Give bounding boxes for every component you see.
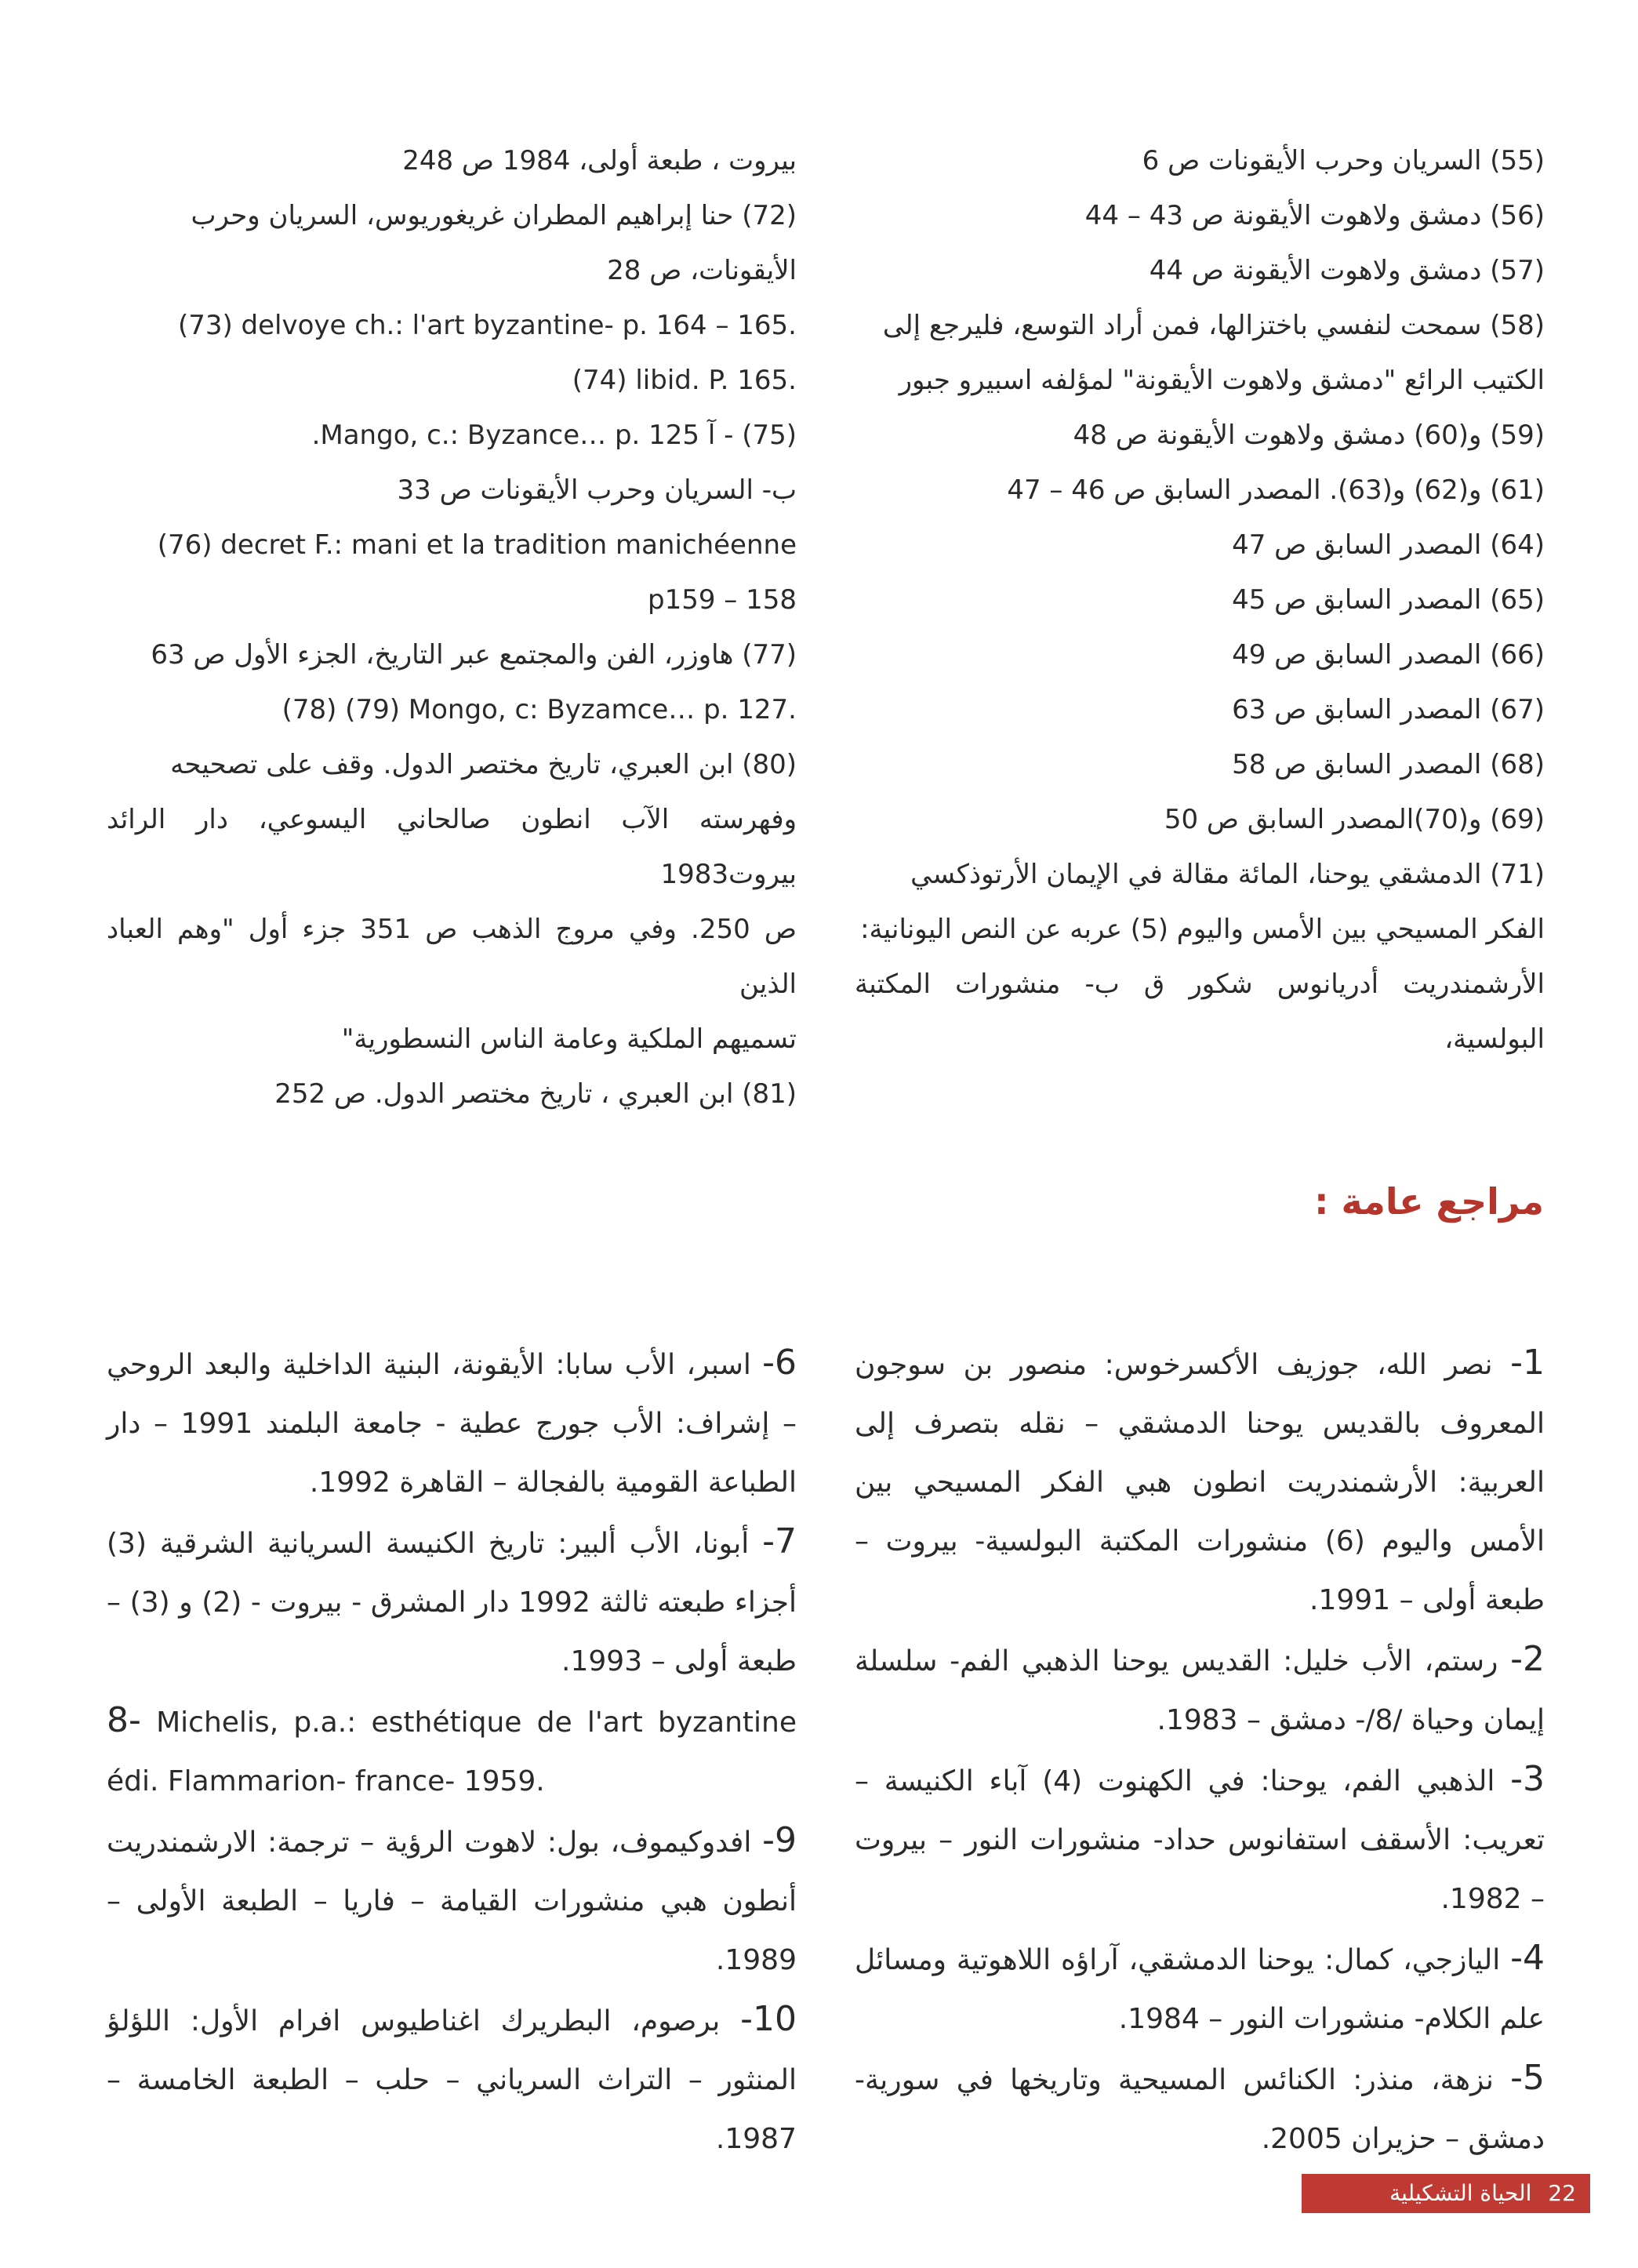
reference-number: 1- bbox=[1510, 1343, 1545, 1383]
reference-text: Michelis, p.a.: esthétique de l'art byzantine édi. Flammarion- france- 1959. bbox=[107, 1706, 797, 1797]
footnote-line: الأيقونات، ص 28 bbox=[607, 255, 797, 286]
footnote-line: (57) دمشق ولاهوت الأيقونة ص 44 bbox=[1149, 255, 1545, 286]
reference-entry bbox=[855, 1630, 1545, 1750]
reference-number: 9- bbox=[762, 1820, 797, 1860]
reference-text: اليازجي، كمال: يوحنا الدمشقي، آراؤه اللاهوتية ومسائل علم الكلام- منشورات النور – 1984. bbox=[855, 1944, 1545, 2035]
page-number: 22 bbox=[1548, 2180, 1576, 2206]
page-footer bbox=[1302, 2174, 1590, 2213]
references-column-right bbox=[855, 1333, 1545, 2168]
reference-entry bbox=[107, 1990, 797, 2168]
general-references-heading: مراجع عامة : bbox=[1314, 1180, 1544, 1223]
footnote-line: (72) حنا إبراهيم المطران غريغوريوس، السريان وحرب bbox=[191, 200, 797, 231]
footnote-line: (75) - آ Mango, c.: Byzance… p. 125. bbox=[311, 420, 797, 451]
reference-entry bbox=[855, 1333, 1545, 1630]
footnote-line: (56) دمشق ولاهوت الأيقونة ص 43 – 44 bbox=[1084, 200, 1545, 231]
footnote-line: p159 – 158 bbox=[648, 584, 797, 616]
footnote-line: (65) المصدر السابق ص 45 bbox=[1232, 584, 1545, 616]
reference-text: رستم، الأب خليل: القديس يوحنا الذهبي الفم- سلسلة إيمان وحياة /8/- دمشق – 1983. bbox=[855, 1645, 1545, 1736]
footnote-line: (68) المصدر السابق ص 58 bbox=[1232, 749, 1545, 780]
reference-text: برصوم، البطريرك اغناطيوس افرام الأول: اللؤلؤ المنثور – التراث السرياني – حلب – الطبعة الخامسة – 1987. bbox=[107, 2005, 797, 2155]
reference-number: 3- bbox=[1510, 1759, 1545, 1799]
footnote-line: (71) الدمشقي يوحنا، المائة مقالة في الإيمان الأرتوذكسي bbox=[910, 859, 1545, 890]
footnote-line: (58) سمحت لنفسي باختزالها، فمن أراد التوسع، فليرجع إلى bbox=[882, 310, 1545, 341]
reference-text: الذهبي الفم، يوحنا: في الكهنوت (4) آباء الكنيسة – تعريب: الأسقف استفانوس حداد- منشورات النور – بيروت – 1982. bbox=[855, 1765, 1545, 1915]
footnotes-column-right bbox=[855, 133, 1545, 1067]
reference-text: نزهة، منذر: الكنائس المسيحية وتاريخها في سورية- دمشق – حزيران 2005. bbox=[855, 2064, 1545, 2155]
footnote-line: (69) و(70)المصدر السابق ص 50 bbox=[1164, 804, 1545, 835]
reference-entry bbox=[855, 1750, 1545, 1928]
reference-entry bbox=[855, 2048, 1545, 2168]
reference-number: 10- bbox=[740, 1999, 797, 2039]
reference-number: 8- bbox=[107, 1700, 141, 1740]
reference-entry bbox=[107, 1333, 797, 1512]
footnote-line: (67) المصدر السابق ص 63 bbox=[1232, 694, 1545, 725]
footnote-line: (73) delvoye ch.: l'art byzantine- p. 164 – 165. bbox=[177, 310, 797, 341]
footnote-line: ص 250. وفي مروج الذهب ص 351 جزء أول "وهم العباد الذين bbox=[107, 914, 797, 1000]
reference-text: اسبر، الأب سابا: الأيقونة، البنية الداخلية والبعد الروحي – إشراف: الأب جورج عطية - جامعة البلمند 1991 – دار الطباعة القومية بالفجالة – القاهرة 1992. bbox=[107, 1349, 797, 1499]
footnote-line: (61) و(62) و(63). المصدر السابق ص 46 – 47 bbox=[1007, 474, 1545, 506]
footnote-line: وفهرسته الآب انطون صالحاني اليسوعي، دار الرائد بيروت1983 bbox=[107, 804, 797, 890]
magazine-title: الحياة التشكيلية bbox=[1389, 2180, 1532, 2206]
footnotes-column-left bbox=[107, 133, 797, 1121]
footnote-line: (64) المصدر السابق ص 47 bbox=[1232, 529, 1545, 561]
footnote-line: الأرشمندريت أدريانوس شكور ق ب- منشورات المكتبة البولسية، bbox=[855, 969, 1545, 1055]
reference-entry bbox=[107, 1811, 797, 1990]
reference-number: 6- bbox=[762, 1343, 797, 1383]
reference-number: 5- bbox=[1510, 2058, 1545, 2098]
reference-entry bbox=[107, 1691, 797, 1811]
reference-text: نصر الله، جوزيف الأكسرخوس: منصور بن سوجون المعروف بالقديس يوحنا الدمشقي – نقله بتصرف إلى العربية: الأرشمندريت انطون هبي الفكر المسيحي بين الأمس واليوم (6) منشورات المكتبة البولسية- بيروت – طبعة أولى – 1991. bbox=[855, 1349, 1545, 1616]
reference-entry bbox=[107, 1512, 797, 1691]
footnote-line: تسميهم الملكية وعامة الناس النسطورية" bbox=[341, 1023, 797, 1055]
reference-entry bbox=[855, 1928, 1545, 2048]
footnote-line: (74) libid. P. 165. bbox=[572, 365, 797, 396]
footnote-line: بيروت ، طبعة أولى، 1984 ص 248 bbox=[402, 145, 797, 176]
footnote-line: الكتيب الرائع "دمشق ولاهوت الأيقونة" لمؤلفه اسبيرو جبور bbox=[899, 365, 1545, 396]
reference-number: 2- bbox=[1510, 1639, 1545, 1679]
references-column-left bbox=[107, 1333, 797, 2168]
footnote-line: الفكر المسيحي بين الأمس واليوم (5) عربه عن النص اليونانية: bbox=[860, 914, 1545, 945]
footnote-line: (81) ابن العبري ، تاريخ مختصر الدول. ص 252 bbox=[274, 1078, 797, 1110]
footnote-line: (80) ابن العبري، تاريخ مختصر الدول. وقف على تصحيحه bbox=[170, 749, 797, 780]
footnote-line: (78) (79) Mongo, c: Byzamce… p. 127. bbox=[281, 694, 797, 725]
footnote-line: (76) decret F.: mani et la tradition manichéenne bbox=[157, 529, 797, 561]
footnote-line: (59) و(60) دمشق ولاهوت الأيقونة ص 48 bbox=[1073, 420, 1545, 451]
footnote-line: (55) السريان وحرب الأيقونات ص 6 bbox=[1142, 145, 1545, 176]
reference-number: 7- bbox=[762, 1521, 797, 1561]
reference-text: افدوكيموف، بول: لاهوت الرؤية – ترجمة: الارشمندريت أنطون هبي منشورات القيامة – فاريا – الطبعة الأولى – 1989. bbox=[107, 1826, 797, 1976]
footnote-line: (77) هاوزر، الفن والمجتمع عبر التاريخ، الجزء الأول ص 63 bbox=[151, 639, 797, 671]
footnote-line: (66) المصدر السابق ص 49 bbox=[1232, 639, 1545, 671]
reference-number: 4- bbox=[1510, 1938, 1545, 1978]
footnote-line: ب- السريان وحرب الأيقونات ص 33 bbox=[397, 474, 797, 506]
reference-text: أبونا، الأب ألبير: تاريخ الكنيسة السريانية الشرقية (3) أجزاء طبعته ثالثة 1992 دار المشرق - بيروت - (2) و (3) – طبعة أولى – 1993. bbox=[107, 1528, 797, 1677]
